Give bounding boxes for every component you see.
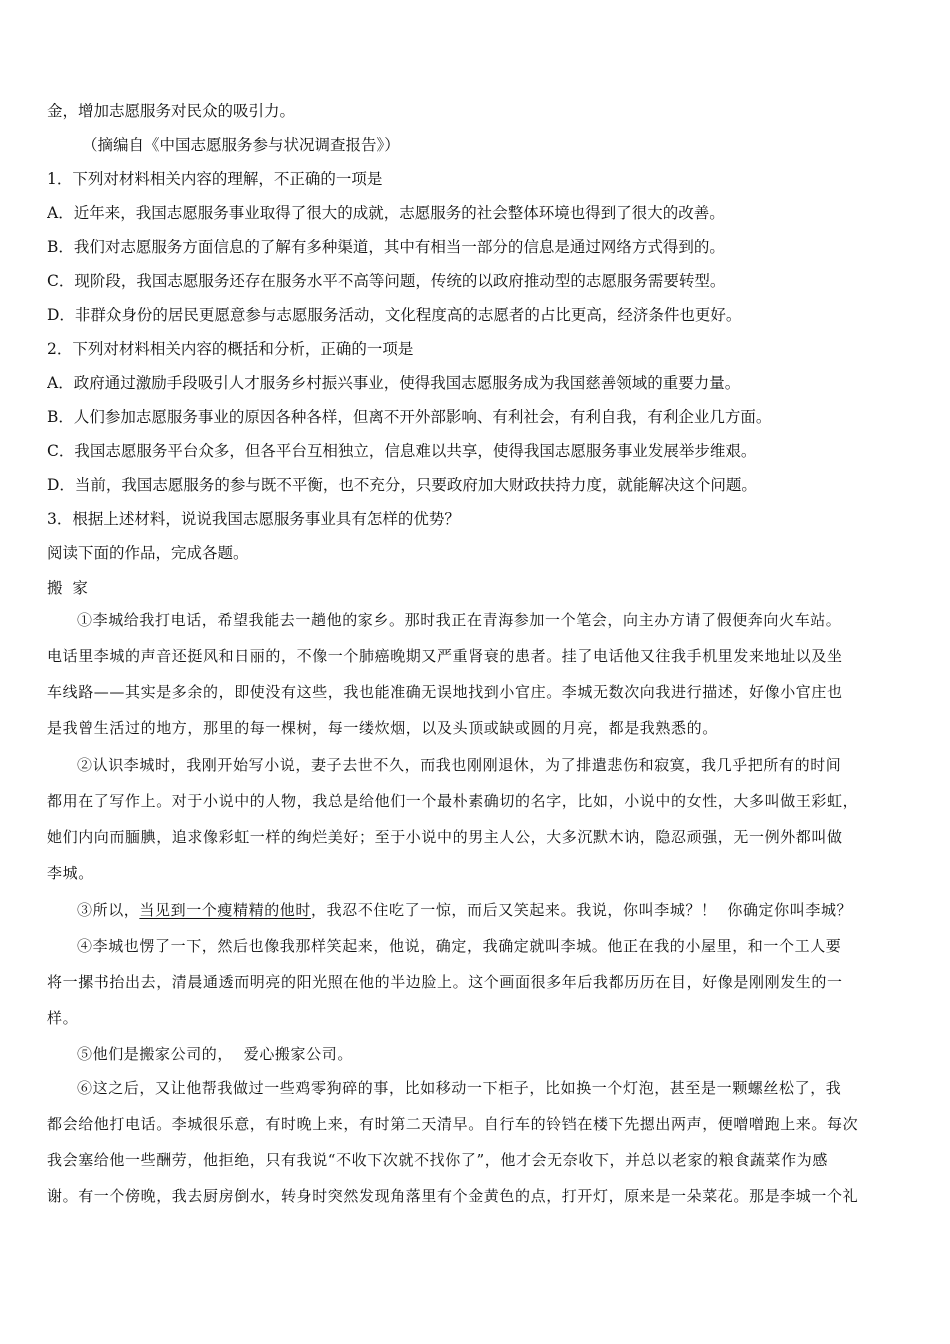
paragraph-2-line: 李城。	[47, 864, 94, 882]
q2-option-d: D．当前，我国志愿服务的参与既不平衡，也不充分，只要政府加大财政扶持力度，就能解决这个问题。	[47, 476, 757, 494]
paragraph-4-line: 将一摞书抬出去，清晨通透而明亮的阳光照在他的半边脸上。这个画面很多年后我都历历在目，好像是刚刚发生的一	[47, 973, 843, 991]
paragraph-1-line: 车线路——其实是多余的，即使没有这些，我也能准确无误地找到小官庄。李城无数次向我进行描述，好像小官庄也	[47, 683, 843, 701]
question-1: 1．下列对材料相关内容的理解，不正确的一项是	[47, 170, 383, 188]
story-title: 搬 家	[47, 579, 88, 597]
paragraph-6-line: 谢。有一个傍晚，我去厨房倒水，转身时突然发现角落里有个金黄色的点，打开灯，原来是一朵菜花。那是李城一个礼	[47, 1187, 859, 1205]
paragraph-1-line: 电话里李城的声音还挺风和日丽的，不像一个肺癌晚期又严重肾衰的患者。挂了电话他又往我手机里发来地址以及坐	[47, 647, 843, 665]
q1-option-c: C．现阶段，我国志愿服务还存在服务水平不高等问题，传统的以政府推动型的志愿服务需要转型。	[47, 272, 726, 290]
paragraph-3-line	[77, 900, 937, 920]
q1-option-d: D．非群众身份的居民更愿意参与志愿服务活动，文化程度高的志愿者的占比更高，经济条件也更好。	[47, 306, 742, 324]
paragraph-6-line: ⑥这之后，又让他帮我做过一些鸡零狗碎的事，比如移动一下柜子，比如换一个灯泡，甚至是一颗螺丝松了，我	[77, 1079, 842, 1097]
paragraph-3-end: ，我忍不住吃了一惊，而后又笑起来。我说，你叫李城？！ 你确定你叫李城？	[311, 901, 853, 919]
paragraph-1-line: ①李城给我打电话，希望我能去一趟他的家乡。那时我正在青海参加一个笔会，向主办方请了假便奔向火车站。	[77, 611, 842, 629]
paragraph-2-line: ②认识李城时，我刚开始写小说，妻子去世不久，而我也刚刚退休，为了排遣悲伤和寂寞，我几乎把所有的时间	[77, 756, 842, 774]
q1-option-b: B．我们对志愿服务方面信息的了解有多种渠道，其中有相当一部分的信息是通过网络方式得到的。	[47, 238, 725, 256]
paragraph-6-line: 我会塞给他一些酬劳，他拒绝，只有我说“不收下次就不找你了”，他才会无奈收下，并总以老家的粮食蔬菜作为感	[47, 1151, 828, 1169]
q2-option-b: B．人们参加志愿服务事业的原因各种各样，但离不开外部影响、有利社会，有利自我，有利企业几方面。	[47, 408, 772, 426]
paragraph-4-line: ④李城也愣了一下，然后也像我那样笑起来，他说，确定，我确定就叫李城。他正在我的小屋里，和一个工人要	[77, 937, 842, 955]
paragraph-5-line: ⑤他们是搬家公司的， 爱心搬家公司。	[77, 1045, 353, 1063]
paragraph-2-line: 都用在了写作上。对于小说中的人物，我总是给他们一个最朴素确切的名字，比如，小说中的女性，大多叫做王彩虹，	[47, 792, 859, 810]
question-2: 2．下列对材料相关内容的概括和分析，正确的一项是	[47, 340, 414, 358]
paragraph-4-line: 样。	[47, 1009, 79, 1027]
paragraph-1-line: 是我曾生活过的地方，那里的每一棵树，每一缕炊烟，以及头顶或缺或圆的月亮，都是我熟悉的。	[47, 719, 718, 737]
q2-option-c: C．我国志愿服务平台众多，但各平台互相独立，信息难以共享，使得我国志愿服务事业发展举步维艰。	[47, 442, 757, 460]
underlined-phrase: 当见到一个瘦精精的他时	[139, 901, 312, 919]
q1-option-a: A．近年来，我国志愿服务事业取得了很大的成就，志愿服务的社会整体环境也得到了很大的改善。	[47, 204, 725, 222]
question-3: 3．根据上述材料，说说我国志愿服务事业具有怎样的优势？	[47, 510, 460, 528]
text-line: 金，增加志愿服务对民众的吸引力。	[47, 102, 296, 120]
paragraph-2-line: 她们内向而腼腆，追求像彩虹一样的绚烂美好；至于小说中的男主人公，大多沉默木讷，隐忍顽强，无一例外都叫做	[47, 828, 843, 846]
reading-instruction: 阅读下面的作品，完成各题。	[47, 544, 249, 562]
paragraph-3-start: ③所以，	[77, 901, 140, 919]
paragraph-6-line: 都会给他打电话。李城很乐意，有时晚上来，有时第二天清早。自行车的铃铛在楼下先摁出两声，便噌噌跑上来。每次	[47, 1115, 859, 1133]
source-citation: （摘编自《中国志愿服务参与状况调查报告》）	[82, 136, 400, 154]
q2-option-a: A．政府通过激励手段吸引人才服务乡村振兴事业，使得我国志愿服务成为我国慈善领域的重要力量。	[47, 374, 741, 392]
